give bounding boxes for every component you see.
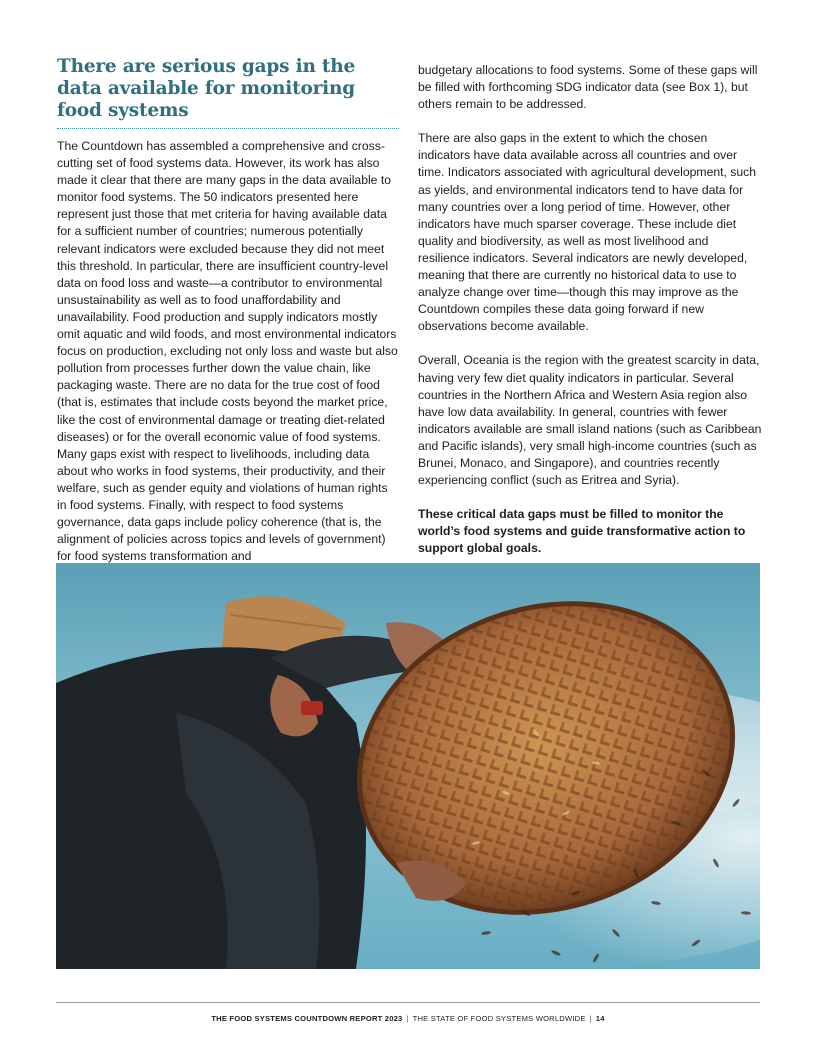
conclusion-paragraph: These critical data gaps must be filled to monitor the world’s food systems and guide transformative action to support global goals.	[418, 507, 746, 556]
right-paragraph-2: There are also gaps in the extent to which the chosen indicators have data available across all countries and over time. Indicators associated with agricultural development, such as yields, and environmental indicators tend to have data for many countries over a long period of time. However, other indicators have much sparser coverage. These include diet quality and biodiversity, as well as most livelihood and resilience indicators. Several indicators are newly developed, meaning that there are currently no historical data to use to analyze change over time—though this may improve as the Countdown compiles these data going forward if new observations become available.	[418, 131, 757, 334]
section-heading: There are serious gaps in the data available for monitoring food systems	[57, 56, 399, 129]
right-column	[418, 62, 762, 557]
right-paragraph-3: Overall, Oceania is the region with the greatest scarcity in data, having very few diet quality indicators in particular. Several countries in the Northern Africa and Western Asia region also have low data availability. In general, countries with fewer indicators available are small island nations (such as Caribbean and Pacific islands), very small high-income countries (such as Brunei, Monaco, and Singapore), and countries recently experiencing conflict (such as Eritrea and Syria).	[418, 353, 762, 488]
left-column	[57, 56, 399, 565]
page-footer	[0, 1014, 816, 1023]
right-paragraph-1: budgetary allocations to food systems. Some of these gaps will be filled with forthcoming SDG indicator data (see Box 1), but others remain to be addressed.	[418, 63, 758, 112]
footer-rule	[56, 1002, 760, 1003]
page-number: 14	[595, 1014, 605, 1023]
footer-separator: |	[406, 1014, 409, 1023]
footer-subtitle: THE STATE OF FOOD SYSTEMS WORLDWIDE	[412, 1014, 586, 1023]
photo-farmer-winnowing-rice	[56, 563, 760, 969]
footer-separator-2: |	[589, 1014, 592, 1023]
left-paragraph: The Countdown has assembled a comprehensive and cross-cutting set of food systems data. However, its work has also made it clear that there are many gaps in the data available to monitor food systems. The 50 indicators presented here represent just those that met criteria for having available data for a sufficient number of countries; numerous potentially relevant indicators were excluded because they did not meet this threshold. In particular, there are insufficient country-level data on food loss and waste—a contributor to environmental unsustainability as well as to food unaffordability and unavailability. Food production and supply indicators mostly omit aquatic and wild foods, and most environmental indicators focus on production, excluding not only loss and waste but also pollution from processes further down the value chain, like packaging waste. There are no data for the true cost of food (that is, estimates that include costs beyond the market price, like the cost of environmental damage or treating diet-related diseases) or for the overall economic value of food systems. Many gaps exist with respect to livelihoods, including data about who works in food systems, their productivity, and their welfare, such as gender equity and violations of human rights in food systems. Finally, with respect to food systems governance, data gaps include policy coherence (that is, the alignment of policies across topics and levels of government) for food systems transformation and	[57, 139, 398, 564]
footer-report-title: THE FOOD SYSTEMS COUNTDOWN REPORT 2023	[211, 1014, 403, 1023]
